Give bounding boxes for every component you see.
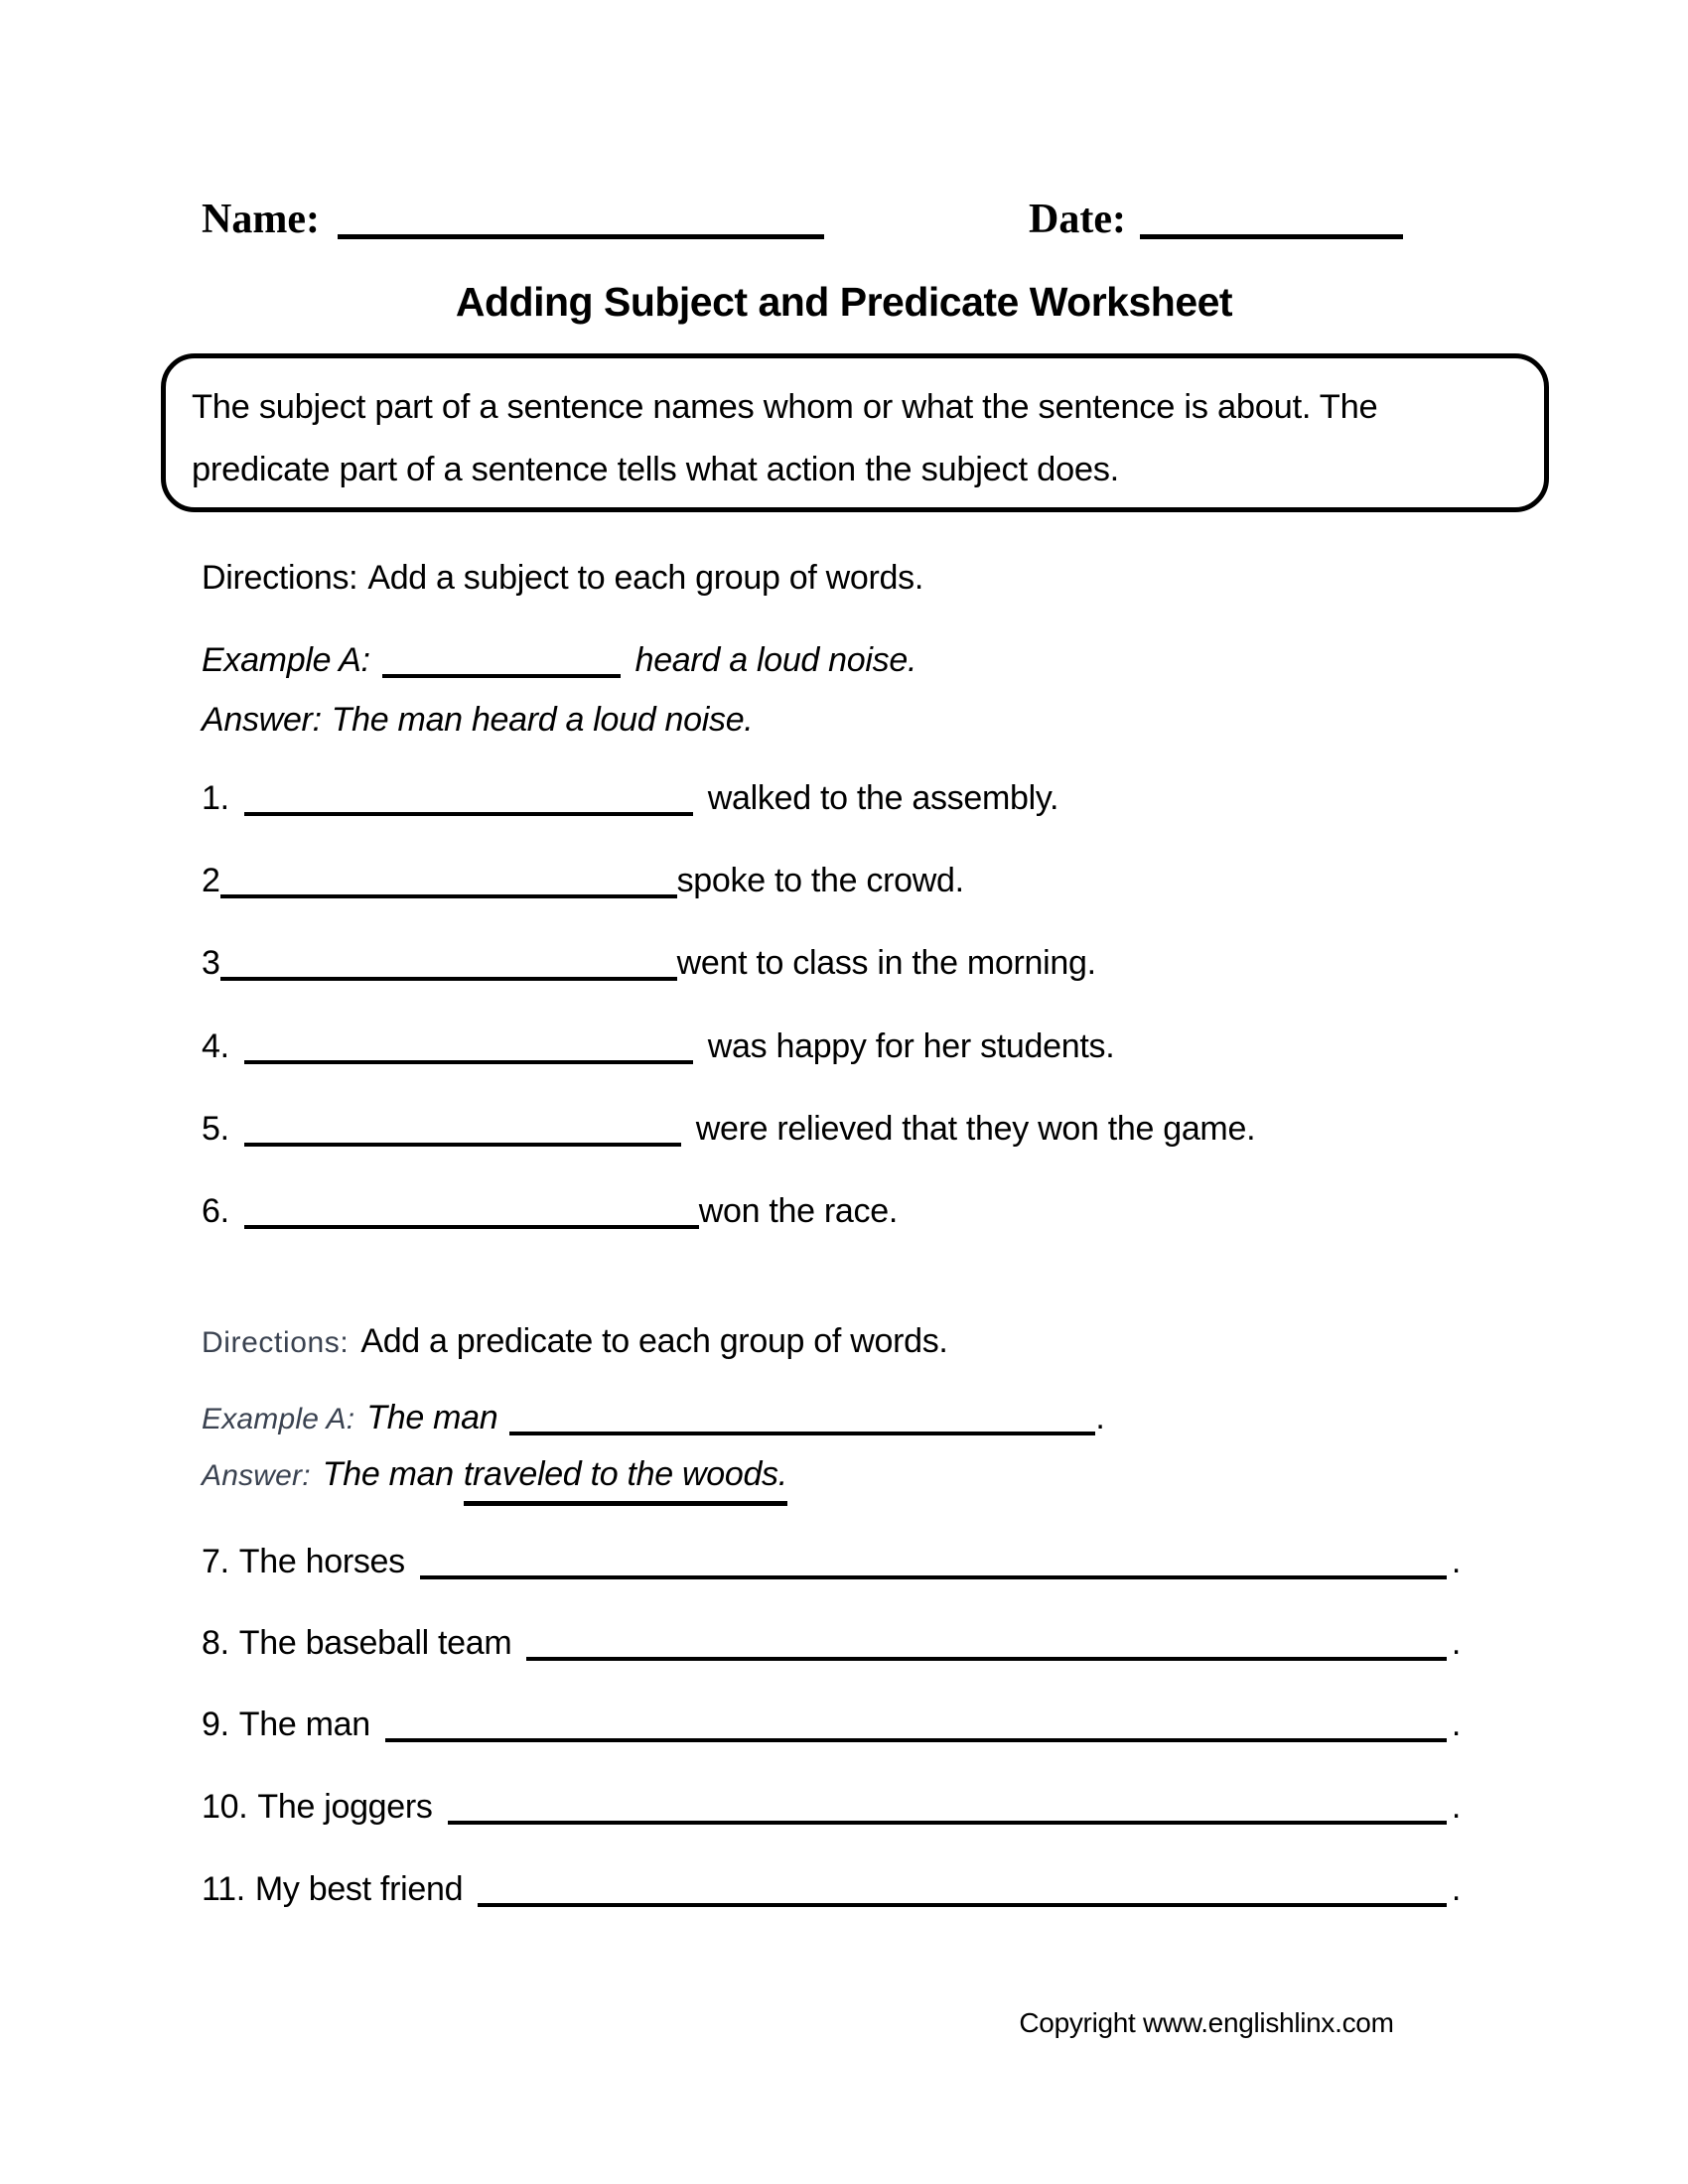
example-label: Example A: <box>202 1403 355 1435</box>
directions-label: Directions: <box>202 559 358 597</box>
worksheet-item-3 <box>202 939 1096 987</box>
item-number: 6. <box>202 1192 229 1230</box>
answer-lead-text: The man <box>322 1455 454 1493</box>
directions-label: Directions: <box>202 1326 350 1359</box>
answer-blank-line <box>420 1575 1447 1579</box>
example-label: Example A: <box>202 641 370 679</box>
worksheet-item-9 <box>202 1701 1461 1748</box>
item-number: 2 <box>202 862 220 899</box>
item-text: walked to the assembly. <box>707 779 1059 817</box>
item-period: . <box>1451 1706 1461 1743</box>
directions-text: Add a subject to each group of words. <box>367 559 924 597</box>
item-period: . <box>1451 1543 1461 1580</box>
item-number: 8. <box>202 1624 229 1662</box>
section1-example <box>202 636 916 684</box>
answer-blank-line <box>385 1738 1447 1742</box>
item-number: 9. <box>202 1706 229 1743</box>
item-lead-text: The baseball team <box>238 1624 512 1662</box>
item-lead-text: My best friend <box>254 1870 464 1908</box>
worksheet-item-8 <box>202 1619 1461 1667</box>
worksheet-item-2 <box>202 857 964 904</box>
section2-directions <box>202 1317 948 1367</box>
answer-blank-line <box>220 977 677 981</box>
name-label: Name: <box>202 197 320 242</box>
page-title: Adding Subject and Predicate Worksheet <box>455 279 1233 325</box>
item-period: . <box>1451 1788 1461 1826</box>
name-field-row <box>202 196 824 243</box>
item-text: spoke to the crowd. <box>676 862 964 899</box>
date-label: Date: <box>1029 197 1126 242</box>
item-lead-text: The joggers <box>257 1788 433 1826</box>
item-number: 7. <box>202 1543 229 1580</box>
section1-answer <box>202 696 753 744</box>
answer-blank-line <box>220 894 677 898</box>
example-period: . <box>1095 1399 1105 1436</box>
section2-example <box>202 1394 1105 1443</box>
section1-directions <box>202 554 923 602</box>
answer-blank-line <box>244 1143 681 1147</box>
item-lead-text: The horses <box>238 1543 405 1580</box>
answer-text: The man heard a loud noise. <box>331 701 754 739</box>
definition-box: The subject part of a sentence names whom or what the sentence is about. The predicate part of a sentence tells what action the subject does. <box>161 353 1549 512</box>
answer-blank-line <box>478 1903 1447 1907</box>
item-period: . <box>1451 1870 1461 1908</box>
worksheet-item-11 <box>202 1865 1461 1913</box>
section2-answer <box>202 1450 787 1506</box>
item-number: 5. <box>202 1110 229 1148</box>
answer-blank-line <box>244 1060 693 1064</box>
answer-label: Answer: <box>202 701 322 739</box>
answer-label: Answer: <box>202 1459 311 1492</box>
name-blank-line <box>338 234 824 239</box>
item-number: 11. <box>202 1870 245 1908</box>
item-number: 3 <box>202 944 220 982</box>
directions-text: Add a predicate to each group of words. <box>360 1322 948 1360</box>
answer-blank-line <box>526 1657 1446 1661</box>
date-field-row <box>1029 196 1403 243</box>
worksheet-item-5 <box>202 1105 1255 1153</box>
worksheet-item-7 <box>202 1538 1461 1585</box>
item-number: 1. <box>202 779 229 817</box>
item-text: went to class in the morning. <box>676 944 1096 982</box>
item-period: . <box>1451 1624 1461 1662</box>
worksheet-item-10 <box>202 1783 1461 1831</box>
item-text: won the race. <box>698 1192 898 1230</box>
worksheet-item-4 <box>202 1023 1114 1070</box>
item-number: 10. <box>202 1788 248 1826</box>
worksheet-item-6 <box>202 1187 898 1235</box>
item-text: were relieved that they won the game. <box>695 1110 1256 1148</box>
item-text: was happy for her students. <box>707 1027 1115 1065</box>
answer-blank-line <box>244 812 693 816</box>
example-text: heard a loud noise. <box>634 641 917 679</box>
worksheet-item-1 <box>202 774 1058 822</box>
date-blank-line <box>1140 234 1403 239</box>
item-number: 4. <box>202 1027 229 1065</box>
example-blank-line <box>509 1432 1095 1435</box>
answer-blank-line <box>448 1821 1447 1825</box>
answer-underlined-text: traveled to the woods. <box>464 1450 787 1506</box>
example-lead-text: The man <box>366 1399 498 1436</box>
copyright-text: Copyright www.englishlinx.com <box>1019 2007 1394 2038</box>
item-lead-text: The man <box>238 1706 370 1743</box>
example-blank-line <box>382 674 621 678</box>
answer-blank-line <box>244 1225 699 1229</box>
